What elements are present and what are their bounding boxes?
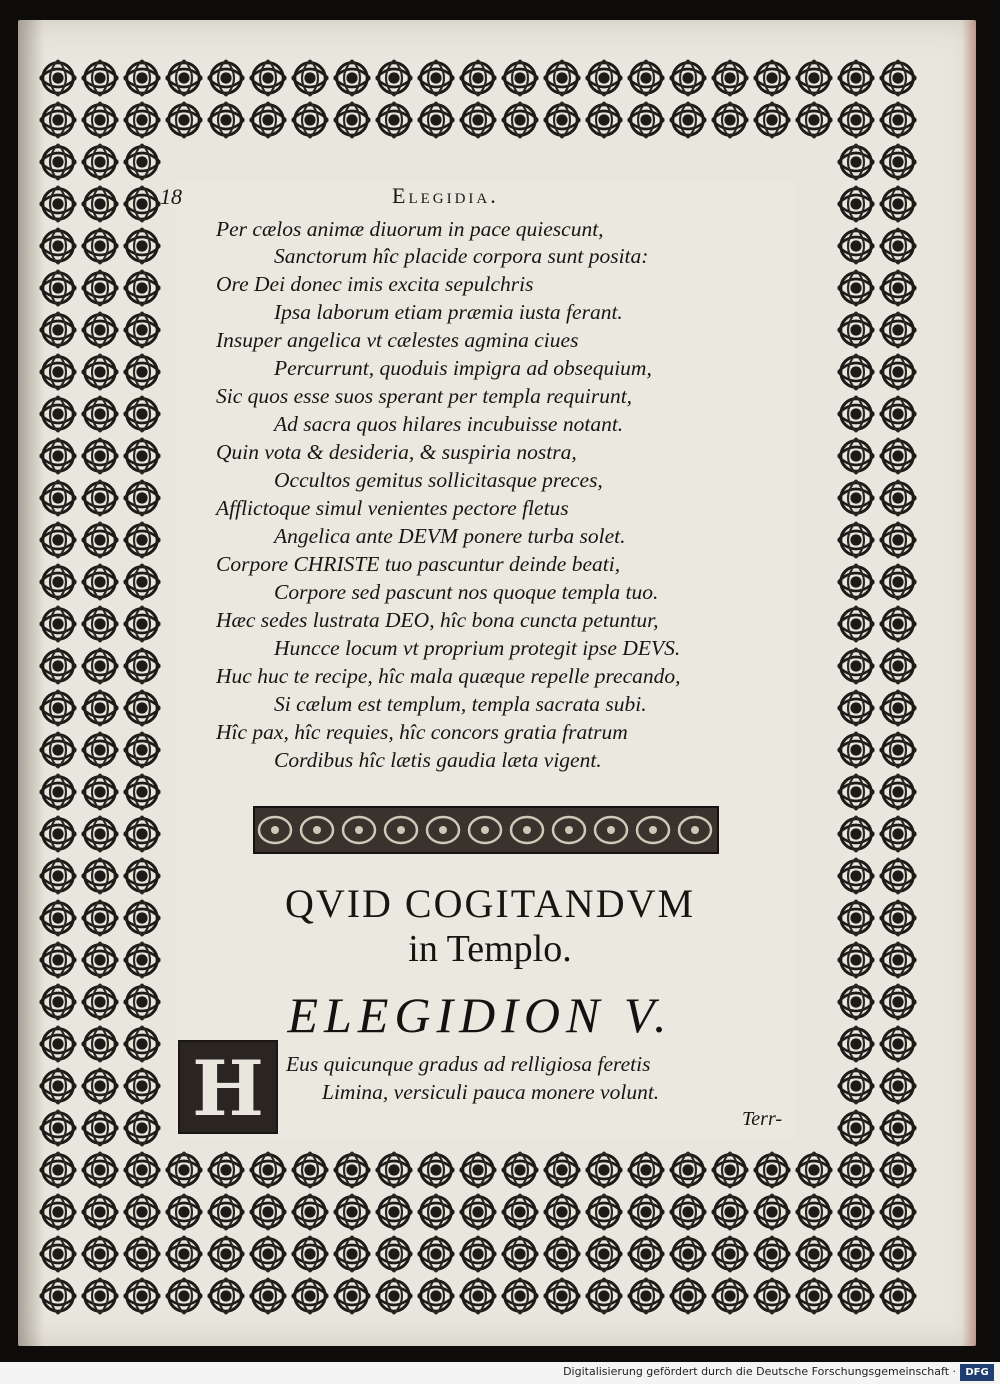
ornament-tile <box>544 1278 580 1314</box>
ornament-tile <box>166 1236 202 1272</box>
ornament-tile <box>838 984 874 1020</box>
ornament-tile <box>124 1068 160 1104</box>
ornament-tile <box>82 1278 118 1314</box>
ornament-tile <box>670 1152 706 1188</box>
ornament-tile <box>502 1194 538 1230</box>
ornament-tile <box>292 1236 328 1272</box>
ornament-tile <box>460 1236 496 1272</box>
ornament-tile <box>208 1278 244 1314</box>
ornament-tile <box>40 1236 76 1272</box>
ornament-tile <box>124 1236 160 1272</box>
ornament-tile <box>880 942 916 978</box>
ornament-tile <box>460 1278 496 1314</box>
ornament-tile <box>208 1194 244 1230</box>
ornament-tile <box>712 1152 748 1188</box>
footer-bar <box>0 1362 1000 1384</box>
ornament-tile <box>670 1278 706 1314</box>
ornament-tile <box>166 1194 202 1230</box>
ornament-tile <box>586 1194 622 1230</box>
ornament-tile <box>124 942 160 978</box>
ornament-tile <box>670 1236 706 1272</box>
ornament-tile <box>124 1278 160 1314</box>
ornament-tile <box>586 1236 622 1272</box>
poem-line: Ore Dei donec imis excita sepulchris <box>216 272 534 296</box>
ornament-tile <box>376 1194 412 1230</box>
ornament-tile <box>124 1026 160 1062</box>
ornament-tile <box>838 1194 874 1230</box>
ornament-tile <box>334 1152 370 1188</box>
ornament-tile <box>460 1152 496 1188</box>
ornament-tile <box>166 1278 202 1314</box>
poem-line: Cordibus hîc lætis gaudia læta vigent. <box>274 748 602 772</box>
ornament-tile <box>880 984 916 1020</box>
ornament-tile <box>40 858 76 894</box>
ornament-tile <box>418 1278 454 1314</box>
poem-line: Quin vota & desideria, & suspiria nostra, <box>216 440 577 464</box>
ornament-tile <box>292 1278 328 1314</box>
ornament-tile <box>880 1152 916 1188</box>
band-dot <box>271 826 279 834</box>
band-dot <box>691 826 699 834</box>
ornament-tile <box>712 1278 748 1314</box>
ornament-tile <box>40 1026 76 1062</box>
ornament-tile <box>40 900 76 936</box>
ornament-tile <box>460 1194 496 1230</box>
ornament-tile <box>166 1152 202 1188</box>
ornament-tile <box>40 1194 76 1230</box>
opening-line: Eus quicunque gradus ad relligiosa feretis <box>286 1052 651 1076</box>
poem-line: Hæc sedes lustrata DEO, hîc bona cuncta petuntur, <box>216 608 659 632</box>
poem-line: Corpore sed pascunt nos quoque templa tuo. <box>274 580 659 604</box>
ornament-tile <box>82 1026 118 1062</box>
band-dot <box>607 826 615 834</box>
band-dot <box>355 826 363 834</box>
ornament-tile <box>82 942 118 978</box>
ornament-tile <box>124 1194 160 1230</box>
ornament-tile <box>880 816 916 852</box>
ornament-tile <box>880 900 916 936</box>
ornament-tile <box>838 1152 874 1188</box>
ornament-tile <box>40 942 76 978</box>
ornament-tile <box>82 1236 118 1272</box>
poem-line: Per cælos animæ diuorum in pace quiescunt, <box>216 217 604 241</box>
ornament-tile <box>334 1194 370 1230</box>
ornament-tile <box>250 1152 286 1188</box>
poem-line: Ipsa laborum etiam præmia iusta ferant. <box>274 300 623 324</box>
section-heading: QVID COGITANDVM <box>284 881 696 926</box>
ornament-tile <box>124 1152 160 1188</box>
poem-line: Si cælum est templum, templa sacrata subi. <box>274 692 647 716</box>
opening-line: Limina, versiculi pauca monere volunt. <box>322 1080 660 1104</box>
ornament-tile <box>586 1152 622 1188</box>
ornament-tile <box>418 1236 454 1272</box>
ornament-tile <box>838 816 874 852</box>
ornament-tile <box>124 900 160 936</box>
ornament-tile <box>502 1278 538 1314</box>
ornament-tile <box>208 1152 244 1188</box>
ornament-tile <box>40 1278 76 1314</box>
ornament-tile <box>124 816 160 852</box>
poem-line: Sic quos esse suos sperant per templa requirunt, <box>216 384 633 408</box>
ornament-tile <box>82 1194 118 1230</box>
ornament-tile <box>880 1236 916 1272</box>
band-dot <box>481 826 489 834</box>
ornament-tile <box>40 1068 76 1104</box>
ornament-tile <box>838 942 874 978</box>
ornament-tile <box>712 1194 748 1230</box>
ornament-tile <box>418 1194 454 1230</box>
ornament-tile <box>838 1110 874 1146</box>
ornament-tile <box>544 1152 580 1188</box>
ornament-tile <box>292 1152 328 1188</box>
ornament-tile <box>880 1110 916 1146</box>
band-dot <box>439 826 447 834</box>
ornament-tile <box>880 1026 916 1062</box>
ornament-tile <box>712 1236 748 1272</box>
ornament-tile <box>586 1278 622 1314</box>
band-dot <box>649 826 657 834</box>
ornament-tile <box>754 1152 790 1188</box>
band-dot <box>523 826 531 834</box>
poem-line: Sanctorum hîc placide corpora sunt posita: <box>274 244 649 268</box>
drop-cap-letter: H <box>192 1044 264 1133</box>
ornament-tile <box>334 1278 370 1314</box>
ornament-tile <box>670 1194 706 1230</box>
ornament-tile <box>82 816 118 852</box>
poem-line: Corpore CHRISTE tuo pascuntur deinde beati, <box>216 552 621 576</box>
ornament-tile <box>880 858 916 894</box>
ornament-tile <box>82 1110 118 1146</box>
ornament-tile <box>838 1236 874 1272</box>
ornament-tile <box>250 1236 286 1272</box>
poem-line: Huncce locum vt proprium protegit ipse DEVS. <box>274 636 681 660</box>
poem-line: Hîc pax, hîc requies, hîc concors gratia fratrum <box>216 720 628 744</box>
poem-line: Occultos gemitus sollicitasque preces, <box>274 468 603 492</box>
ornament-tile <box>40 816 76 852</box>
ornament-tile <box>334 1236 370 1272</box>
ornament-tile <box>40 1152 76 1188</box>
ornament-tile <box>754 1236 790 1272</box>
poem-line: Percurrunt, quoduis impigra ad obsequium, <box>274 356 652 380</box>
poem-line: Huc huc te recipe, hîc mala quæque repelle precando, <box>216 664 681 688</box>
ornament-tile <box>208 1236 244 1272</box>
ornament-tile <box>82 900 118 936</box>
section-subheading: in Templo. <box>408 928 572 970</box>
ornament-tile <box>292 1194 328 1230</box>
section-title: ELEGIDION V. <box>287 987 673 1043</box>
ornament-tile <box>880 1194 916 1230</box>
ornament-tile <box>82 1068 118 1104</box>
ornament-tile <box>502 1152 538 1188</box>
band-dot <box>397 826 405 834</box>
ornament-tile <box>376 1278 412 1314</box>
drop-cap-initial <box>178 1040 278 1134</box>
ornament-tile <box>628 1194 664 1230</box>
ornament-tile <box>250 1278 286 1314</box>
ornament-tile <box>628 1236 664 1272</box>
ornament-tile <box>124 984 160 1020</box>
band-dot <box>313 826 321 834</box>
ornament-tile <box>796 1194 832 1230</box>
footer-credit: Digitalisierung gefördert durch die Deutsche Forschungsgemeinschaft · <box>563 1365 956 1378</box>
ornament-tile <box>628 1278 664 1314</box>
ornament-tile <box>502 1236 538 1272</box>
ornament-tile <box>880 1068 916 1104</box>
ornament-tile <box>838 1278 874 1314</box>
ornament-tile <box>544 1236 580 1272</box>
ornament-tile <box>796 1278 832 1314</box>
ornament-tile <box>838 900 874 936</box>
ornament-tile <box>796 1236 832 1272</box>
ornament-tile <box>40 984 76 1020</box>
ornament-tile <box>82 984 118 1020</box>
running-head: Elegidia. <box>392 183 499 208</box>
poem-line: Ad sacra quos hilares incubuisse notant. <box>274 412 624 436</box>
ornament-tile <box>250 1194 286 1230</box>
ornament-tile <box>124 858 160 894</box>
ornament-tile <box>82 858 118 894</box>
dfg-logo: DFG <box>960 1364 994 1381</box>
poem-line: Afflictoque simul venientes pectore fletus <box>216 496 569 520</box>
ornament-tile <box>376 1152 412 1188</box>
ornament-tile <box>124 1110 160 1146</box>
catchword: Terr- <box>742 1108 782 1130</box>
ornament-band-pattern <box>253 806 719 854</box>
ornament-tile <box>628 1152 664 1188</box>
ornament-tile <box>82 1152 118 1188</box>
ornament-tile <box>796 1152 832 1188</box>
band-dot <box>565 826 573 834</box>
ornament-tile <box>544 1194 580 1230</box>
ornament-tile <box>754 1194 790 1230</box>
ornament-tile <box>418 1152 454 1188</box>
ornament-tile <box>880 1278 916 1314</box>
page-number: 18 <box>160 184 182 209</box>
ornament-tile <box>376 1236 412 1272</box>
poem-line: Insuper angelica vt cælestes agmina ciues <box>216 328 579 352</box>
poem-line: Angelica ante DEVM ponere turba solet. <box>274 524 626 548</box>
ornament-tile <box>754 1278 790 1314</box>
ornament-tile <box>838 858 874 894</box>
ornament-tile <box>838 1068 874 1104</box>
ornament-band <box>253 806 719 854</box>
ornament-tile <box>40 1110 76 1146</box>
ornament-tile <box>838 1026 874 1062</box>
